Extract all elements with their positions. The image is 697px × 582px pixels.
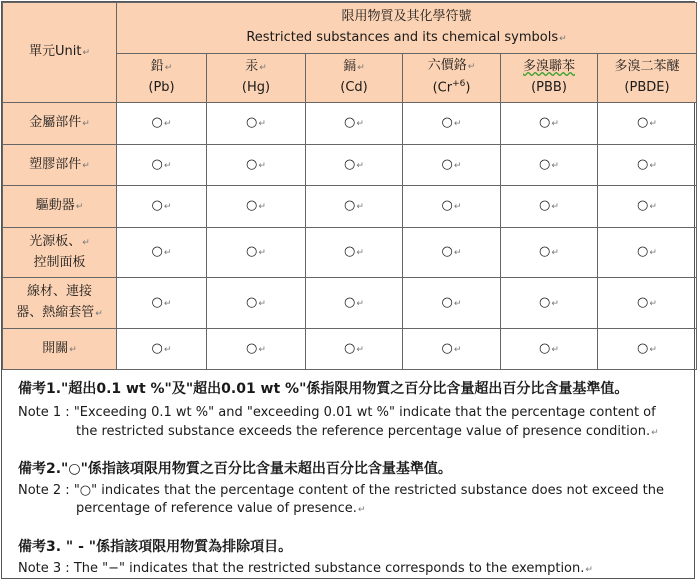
value-cell: ○↵ [501,186,598,228]
value-cell: ○↵ [403,145,501,186]
substance-symbol: $(Cr^{+6})$ [432,79,471,96]
value-cell: ○↵ [117,329,207,370]
unit-cell: 塑膠部件↵ [3,145,117,186]
substance-symbol: (Cd) [340,79,368,95]
value-cell: ○↵ [306,329,403,370]
substances-header-en: Restricted substances and its chemical symbols [246,29,559,45]
substance-header-hg: 汞↵ (Hg) [207,53,306,103]
unit-cell: 驅動器↵ [3,186,117,228]
table-row [3,145,697,186]
value-cell: ○↵ [403,186,501,228]
note2-title: 備考2."○"係指該項限用物質之百分比含量未超出百分比含量基準值。 [18,461,452,477]
value-cell: ○↵ [598,278,697,329]
value-cell: ○↵ [207,103,306,145]
note3-english: Note 3 : The "−" indicates that the restricted substance corresponds to the exemption.↵ [18,561,593,576]
value-cell: ○↵ [501,329,598,370]
value-cell: ○↵ [403,103,501,145]
value-cell: ○↵ [501,228,598,278]
note1-english-cont: the restricted substance exceeds the reference percentage value of presence condition.↵ [76,424,659,439]
value-cell: ○↵ [598,186,697,228]
table-row [3,278,697,329]
substance-symbol: (Hg) [241,79,271,95]
unit-cell: 金屬部件↵ [3,103,117,145]
substance-header-cd: 鎘↵ (Cd) [306,53,403,103]
table-row [3,329,697,370]
value-cell: ○↵ [207,228,306,278]
substance-name: 鎘 [343,58,357,74]
substance-header-pbb [501,53,598,103]
value-cell: ○↵ [501,278,598,329]
unit-header: 單元Unit↵ [3,3,117,103]
note2-english: Note 2 : "○" indicates that the percentage content of the restricted substance does not exceed the [18,483,665,498]
substance-name: 多溴二苯醚 [614,58,680,74]
unit-cell: 開關↵ [3,329,117,370]
substances-header-zh: 限用物質及其化學符號 [341,8,472,24]
unit-header-label: 單元Unit [28,44,82,60]
value-cell: ○↵ [306,186,403,228]
substance-name: 六價鉻 [427,58,467,74]
value-cell: ○↵ [117,186,207,228]
substance-symbol: (Pb) [148,79,175,95]
value-cell: ○↵ [598,145,697,186]
value-cell: ○↵ [306,228,403,278]
value-cell: ○↵ [117,278,207,329]
substance-symbol: (PBDE) [624,79,670,95]
unit-cell: 光源板、↵ 控制面板 [3,228,117,278]
unit-cell: 線材、連接 器、熱縮套管↵ [3,278,117,329]
value-cell: ○↵ [207,329,306,370]
value-cell: ○↵ [501,103,598,145]
table-row [3,186,697,228]
value-cell: ○↵ [501,145,598,186]
value-cell: ○↵ [117,145,207,186]
value-cell: ○↵ [306,103,403,145]
note1-english: Note 1 : "Exceeding 0.1 wt %" and "exceeding 0.01 wt %" indicate that the percentage content of [18,405,656,420]
value-cell: ○↵ [306,145,403,186]
value-cell: ○↵ [598,228,697,278]
value-cell: ○↵ [306,278,403,329]
substance-header-pbde [598,53,697,103]
value-cell: ○↵ [598,329,697,370]
value-cell: ○↵ [207,186,306,228]
substance-symbol: (PBB) [531,79,567,95]
substance-name: 鉛 [150,58,164,74]
value-cell: ○↵ [403,329,501,370]
value-cell: ○↵ [207,145,306,186]
note2-english-cont: percentage of reference value of presence.↵ [76,501,366,516]
substance-header-cr6: 六價鉻↵ $(Cr^{+6})$ [403,53,501,103]
value-cell: ○↵ [117,228,207,278]
value-cell: ○↵ [207,278,306,329]
value-cell: ○↵ [403,278,501,329]
substance-header-pb: 鉛↵ (Pb) [117,53,207,103]
note1-title: 備考1."超出0.1 wt %"及"超出0.01 wt %"係指限用物質之百分比含量超出百分比含量基準值。 [18,381,629,397]
table-row [3,103,697,145]
substance-name: 汞 [245,58,259,74]
restricted-substances-table [2,2,697,370]
table-row [3,228,697,278]
value-cell: ○↵ [598,103,697,145]
value-cell: ○↵ [117,103,207,145]
substance-name: 多溴聯苯 [522,58,575,74]
rohs-declaration-sheet [1,1,695,579]
substances-header: 限用物質及其化學符號 Restricted substances and its chemical symbols↵ [117,3,697,54]
note3-title: 備考3. " - "係指該項限用物質為排除項目。 [18,539,293,555]
value-cell: ○↵ [403,228,501,278]
